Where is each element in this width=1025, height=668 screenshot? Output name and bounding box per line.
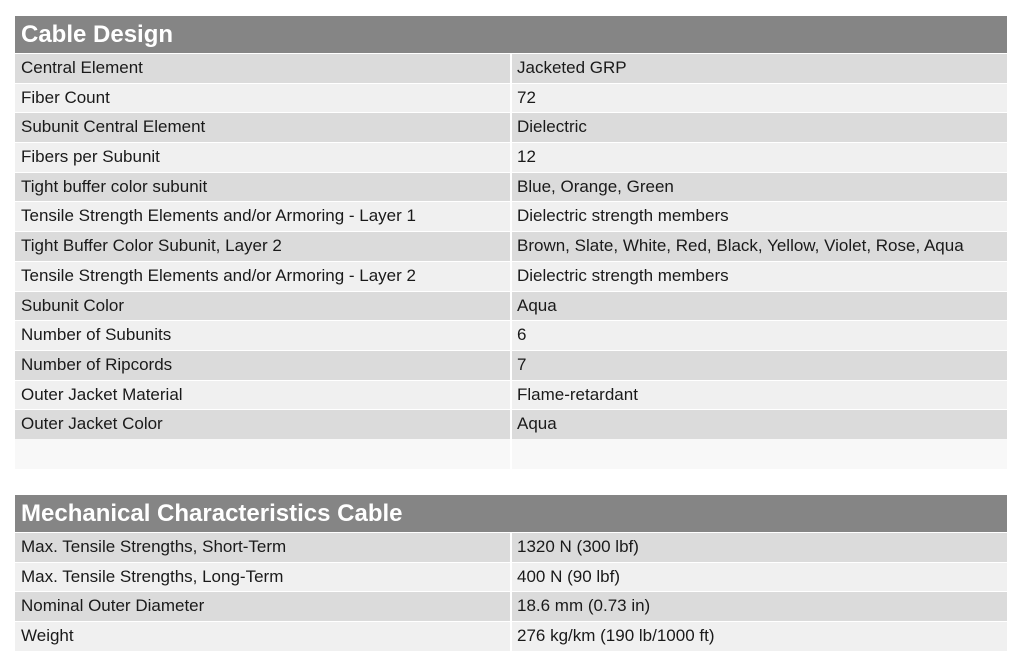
- row-value: Aqua: [512, 292, 1007, 321]
- mechanical-characteristics-rows: [15, 532, 1007, 651]
- mechanical-characteristics-title: Mechanical Characteristics Cable: [15, 495, 1007, 532]
- row-value: 72: [512, 84, 1007, 113]
- table-row: [15, 112, 1007, 142]
- cable-design-empty-row: [15, 439, 1007, 469]
- row-label: Central Element: [15, 54, 510, 83]
- cable-design-table: [15, 16, 1007, 469]
- table-row: [15, 380, 1007, 410]
- row-value: Blue, Orange, Green: [512, 173, 1007, 202]
- row-label: Outer Jacket Material: [15, 381, 510, 410]
- row-label: Number of Subunits: [15, 321, 510, 350]
- table-row: [15, 409, 1007, 439]
- table-row: [15, 83, 1007, 113]
- row-value: 7: [512, 351, 1007, 380]
- row-label: Tensile Strength Elements and/or Armoring - Layer 2: [15, 262, 510, 291]
- table-row: [15, 320, 1007, 350]
- row-value: 1320 N (300 lbf): [512, 533, 1007, 562]
- cable-design-rows: [15, 53, 1007, 439]
- row-label: Subunit Color: [15, 292, 510, 321]
- empty-cell: [512, 439, 1007, 469]
- row-value: Dielectric strength members: [512, 202, 1007, 231]
- table-row: [15, 172, 1007, 202]
- table-row: [15, 621, 1007, 651]
- row-value: 400 N (90 lbf): [512, 563, 1007, 592]
- table-row: [15, 142, 1007, 172]
- cable-design-title: Cable Design: [15, 16, 1007, 53]
- table-row: [15, 591, 1007, 621]
- row-label: Fibers per Subunit: [15, 143, 510, 172]
- table-row: [15, 291, 1007, 321]
- row-label: Tight Buffer Color Subunit, Layer 2: [15, 232, 510, 261]
- table-row: [15, 532, 1007, 562]
- table-row: [15, 350, 1007, 380]
- row-value: Dielectric: [512, 113, 1007, 142]
- row-value: 6: [512, 321, 1007, 350]
- row-label: Max. Tensile Strengths, Long-Term: [15, 563, 510, 592]
- row-label: Subunit Central Element: [15, 113, 510, 142]
- row-label: Outer Jacket Color: [15, 410, 510, 439]
- row-value: 18.6 mm (0.73 in): [512, 592, 1007, 621]
- row-value: Brown, Slate, White, Red, Black, Yellow, Violet, Rose, Aqua: [512, 232, 1007, 261]
- empty-cell: [15, 439, 510, 469]
- row-label: Tensile Strength Elements and/or Armoring - Layer 1: [15, 202, 510, 231]
- table-row: [15, 201, 1007, 231]
- mechanical-characteristics-table: [15, 495, 1007, 651]
- row-value: Jacketed GRP: [512, 54, 1007, 83]
- table-row: [15, 231, 1007, 261]
- row-value: 12: [512, 143, 1007, 172]
- row-value: Flame-retardant: [512, 381, 1007, 410]
- table-row: [15, 53, 1007, 83]
- table-row: [15, 261, 1007, 291]
- row-label: Tight buffer color subunit: [15, 173, 510, 202]
- table-row: [15, 562, 1007, 592]
- row-value: 276 kg/km (190 lb/1000 ft): [512, 622, 1007, 651]
- row-label: Number of Ripcords: [15, 351, 510, 380]
- row-label: Nominal Outer Diameter: [15, 592, 510, 621]
- row-value: Aqua: [512, 410, 1007, 439]
- row-label: Fiber Count: [15, 84, 510, 113]
- row-value: Dielectric strength members: [512, 262, 1007, 291]
- row-label: Weight: [15, 622, 510, 651]
- row-label: Max. Tensile Strengths, Short-Term: [15, 533, 510, 562]
